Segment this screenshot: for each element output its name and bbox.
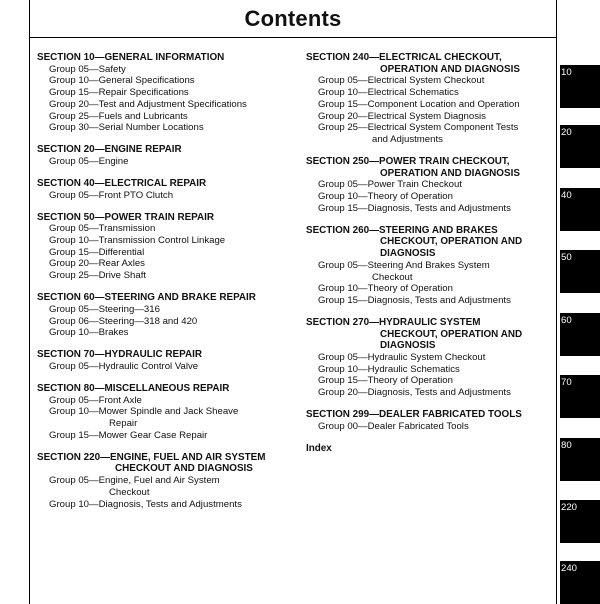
group-entry[interactable] [37, 430, 292, 442]
group-entry[interactable] [306, 179, 546, 191]
section-heading-line: DIAGNOSIS [380, 340, 436, 352]
group-entry-line: Group 10—Electrical Schematics [318, 87, 459, 99]
section-tab[interactable] [560, 125, 600, 168]
group-entry[interactable] [37, 64, 292, 76]
section-heading-line: SECTION 240—ELECTRICAL CHECKOUT, [306, 52, 502, 63]
group-entry-line: Group 20—Rear Axles [49, 258, 145, 270]
group-entry[interactable] [37, 475, 292, 498]
section-tab-label: 10 [561, 67, 572, 78]
group-entry-line: Group 05—Hydraulic Control Valve [49, 360, 199, 372]
section-heading[interactable] [306, 156, 546, 179]
section-heading-line: DIAGNOSIS [380, 248, 436, 260]
section-heading[interactable] [37, 349, 292, 361]
group-entry-line: Repair [109, 418, 138, 430]
group-entry-line: Group 10—Transmission Control Linkage [49, 235, 226, 247]
group-entry-line: Group 10—Diagnosis, Tests and Adjustments [49, 498, 242, 510]
group-entry[interactable] [37, 258, 292, 270]
section-tab-label: 60 [561, 315, 572, 326]
group-entry-line: Group 15—Theory of Operation [318, 375, 453, 387]
group-entry-line: Group 05—Transmission [49, 223, 156, 235]
group-entry-line: Group 00—Dealer Fabricated Tools [318, 420, 469, 432]
group-entry[interactable] [37, 190, 292, 202]
section-heading-line: SECTION 270—HYDRAULIC SYSTEM [306, 316, 481, 328]
group-entry-line: Group 05—Front PTO Clutch [49, 189, 174, 201]
section-tab[interactable] [560, 188, 600, 231]
group-entry-line: Group 20—Electrical System Diagnosis [318, 110, 486, 122]
group-entry-line: Group 10—General Specifications [49, 75, 195, 87]
group-entry[interactable] [37, 87, 292, 99]
section-heading-line: SECTION 220—ENGINE, FUEL AND AIR SYSTEM [37, 451, 266, 463]
section-tab-label: 220 [561, 502, 578, 513]
group-entry-line: Checkout [109, 486, 150, 498]
group-entry-line: Group 30—Serial Number Locations [49, 122, 204, 134]
group-entry-line: Group 25—Fuels and Lubricants [49, 110, 188, 122]
section-heading-line: SECTION 260—STEERING AND BRAKES [306, 224, 498, 236]
section-tab-label: 240 [561, 563, 578, 574]
title-box [29, 0, 557, 38]
group-entry[interactable] [306, 421, 546, 433]
group-entry-line: Group 15—Mower Gear Case Repair [49, 429, 208, 441]
group-entry[interactable] [37, 270, 292, 282]
group-entry[interactable] [306, 75, 546, 87]
section-heading-line: SECTION 50—POWER TRAIN REPAIR [37, 211, 215, 223]
group-entry[interactable] [306, 191, 546, 203]
section-heading[interactable] [306, 409, 546, 421]
group-entry[interactable] [37, 247, 292, 259]
group-entry[interactable] [306, 352, 546, 364]
section-tab[interactable] [560, 561, 600, 604]
toc-section [37, 144, 292, 167]
toc-section [306, 52, 546, 146]
section-tab[interactable] [560, 313, 600, 356]
group-entry-line: Group 05—Hydraulic System Checkout [318, 352, 486, 364]
group-entry-line: Group 05—Safety [49, 63, 126, 75]
group-entry-line: Group 05—Engine [49, 155, 129, 167]
group-entry[interactable] [37, 406, 292, 429]
section-heading[interactable] [37, 212, 292, 224]
group-entry[interactable] [306, 203, 546, 215]
section-heading-line: CHECKOUT, OPERATION AND [380, 328, 523, 340]
section-tab-label: 50 [561, 252, 572, 263]
group-entry-line: Group 05—Front Axle [49, 394, 142, 406]
toc-section [37, 452, 292, 511]
section-heading[interactable] [306, 225, 546, 260]
group-entry[interactable] [306, 99, 546, 111]
section-heading-line: SECTION 40—ELECTRICAL REPAIR [37, 177, 207, 189]
section-tab[interactable] [560, 65, 600, 108]
section-heading[interactable] [37, 452, 292, 475]
section-tab-label: 40 [561, 190, 572, 201]
toc-section [306, 225, 546, 307]
section-heading[interactable] [37, 178, 292, 190]
group-entry[interactable] [37, 327, 292, 339]
section-heading[interactable] [37, 144, 292, 156]
group-entry[interactable] [306, 364, 546, 376]
group-entry[interactable] [37, 304, 292, 316]
group-entry-line: Group 10—Theory of Operation [318, 283, 453, 295]
section-tab[interactable] [560, 375, 600, 418]
group-entry[interactable] [37, 156, 292, 168]
page-title: Contents [244, 6, 342, 31]
section-tab[interactable] [560, 250, 600, 293]
group-entry[interactable] [37, 122, 292, 134]
toc-section [37, 212, 292, 282]
group-entry-line: Group 20—Diagnosis, Tests and Adjustments [318, 387, 511, 399]
group-entry[interactable] [37, 395, 292, 407]
toc-left-column [37, 52, 292, 521]
toc-section [306, 317, 546, 399]
section-heading-line: SECTION 250—POWER TRAIN CHECKOUT, [306, 155, 510, 167]
toc-section [37, 349, 292, 372]
section-tab[interactable] [560, 438, 600, 481]
section-heading-line: SECTION 70—HYDRAULIC REPAIR [37, 349, 202, 361]
group-entry[interactable] [37, 111, 292, 123]
group-entry[interactable] [306, 87, 546, 99]
section-tab-label: 80 [561, 440, 572, 451]
toc-section [306, 156, 546, 215]
group-entry[interactable] [37, 361, 292, 373]
section-heading[interactable] [37, 292, 292, 304]
section-heading[interactable] [37, 52, 292, 64]
toc-section [37, 292, 292, 339]
index-entry[interactable]: Index [306, 442, 332, 454]
section-heading-line: OPERATION AND DIAGNOSIS [380, 167, 520, 179]
section-heading[interactable] [306, 317, 546, 352]
toc-section [37, 52, 292, 134]
group-entry-line: Group 10—Theory of Operation [318, 191, 453, 203]
group-entry-line: and Adjustments [372, 133, 443, 145]
section-tab-label: 20 [561, 127, 572, 138]
section-heading[interactable] [37, 383, 292, 395]
section-heading-line: SECTION 299—DEALER FABRICATED TOOLS [306, 409, 522, 421]
group-entry[interactable] [37, 223, 292, 235]
group-entry-line: Group 06—Steering—318 and 420 [49, 315, 198, 327]
toc-section [37, 178, 292, 201]
group-entry[interactable] [306, 295, 546, 307]
group-entry[interactable] [37, 75, 292, 87]
group-entry[interactable] [306, 122, 546, 145]
group-entry[interactable] [306, 283, 546, 295]
group-entry-line: Group 25—Electrical System Component Tests [318, 122, 519, 134]
group-entry-line: Group 05—Power Train Checkout [318, 179, 462, 191]
group-entry[interactable] [37, 499, 292, 511]
group-entry-line: Group 10—Mower Spindle and Jack Sheave [49, 406, 239, 418]
group-entry-line: Group 15—Diagnosis, Tests and Adjustments [318, 294, 511, 306]
section-heading-line: SECTION 80—MISCELLANEOUS REPAIR [37, 382, 230, 394]
group-entry-line: Group 15—Differential [49, 246, 145, 258]
group-entry-line: Checkout [372, 271, 413, 283]
group-entry-line: Group 20—Test and Adjustment Specifications [49, 98, 247, 110]
section-heading-line: CHECKOUT, OPERATION AND [380, 236, 523, 248]
group-entry[interactable] [37, 99, 292, 111]
toc-section [37, 383, 292, 442]
group-entry-line: Group 05—Steering And Brakes System [318, 259, 490, 271]
group-entry-line: Group 05—Electrical System Checkout [318, 75, 485, 87]
group-entry[interactable] [306, 111, 546, 123]
group-entry-line: Group 05—Steering—316 [49, 303, 160, 315]
section-heading-line: SECTION 10—GENERAL INFORMATION [37, 52, 225, 63]
group-entry[interactable] [306, 260, 546, 283]
group-entry-line: Group 25—Drive Shaft [49, 270, 147, 282]
section-heading-line: SECTION 60—STEERING AND BRAKE REPAIR [37, 292, 256, 304]
section-heading-line: SECTION 20—ENGINE REPAIR [37, 144, 182, 156]
group-entry-line: Group 15—Repair Specifications [49, 87, 189, 99]
group-entry-line: Group 05—Engine, Fuel and Air System [49, 475, 220, 487]
section-heading-line: OPERATION AND DIAGNOSIS [380, 63, 520, 75]
group-entry-line: Group 10—Brakes [49, 327, 129, 339]
group-entry[interactable] [306, 375, 546, 387]
section-heading-line: CHECKOUT AND DIAGNOSIS [115, 463, 253, 475]
toc-section [306, 409, 546, 432]
section-heading[interactable] [306, 52, 546, 75]
section-tab-label: 70 [561, 377, 572, 388]
toc-right-column [306, 52, 546, 455]
group-entry-line: Group 15—Diagnosis, Tests and Adjustments [318, 202, 511, 214]
group-entry[interactable] [306, 387, 546, 399]
group-entry[interactable] [37, 316, 292, 328]
group-entry-line: Group 15—Component Location and Operation [318, 98, 520, 110]
section-tab[interactable] [560, 500, 600, 543]
group-entry-line: Group 10—Hydraulic Schematics [318, 363, 460, 375]
group-entry[interactable] [37, 235, 292, 247]
